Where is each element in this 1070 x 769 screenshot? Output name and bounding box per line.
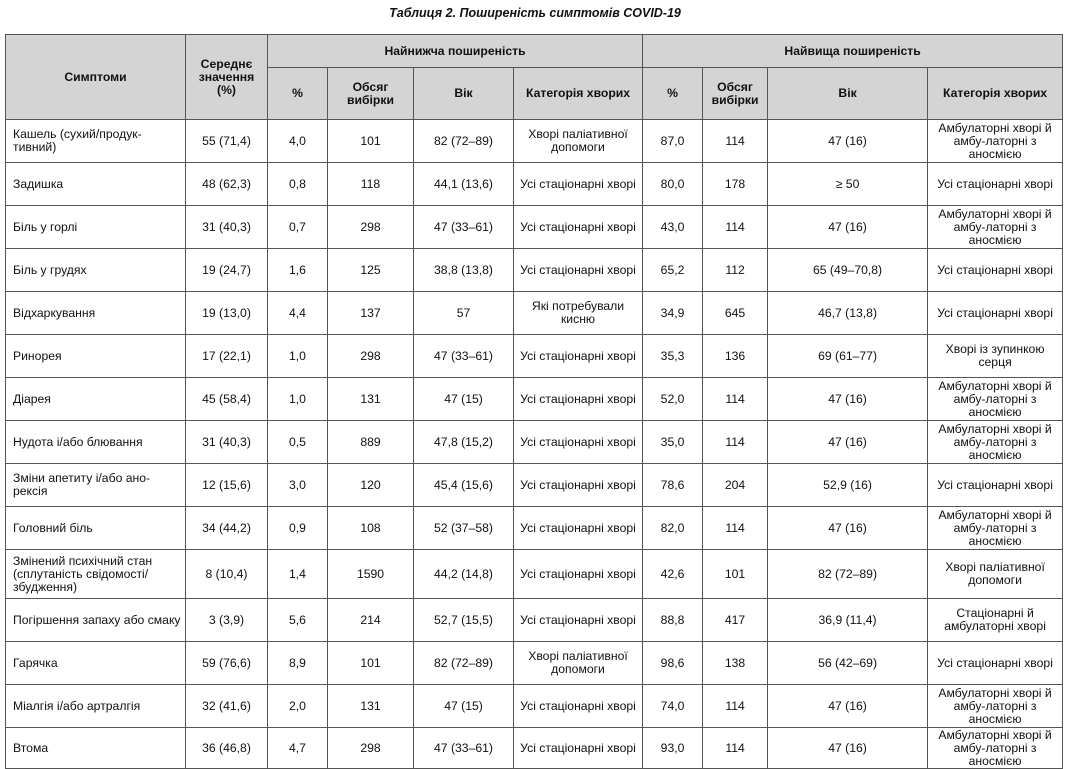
high-sample-cell: 204 (703, 464, 768, 507)
high-category-cell: Амбулаторні хворі й амбу-латорні з аносмією (928, 728, 1063, 769)
low-sample-cell: 889 (328, 421, 414, 464)
high-age-cell: 65 (49–70,8) (768, 249, 928, 292)
table-row (6, 507, 1063, 550)
high-percent-cell: 35,0 (643, 421, 703, 464)
low-category-cell: Усі стаціонарні хворі (514, 249, 643, 292)
high-percent-cell: 52,0 (643, 378, 703, 421)
low-category-cell: Усі стаціонарні хворі (514, 599, 643, 642)
high-age-cell: 47 (16) (768, 728, 928, 769)
mean-cell: 48 (62,3) (186, 163, 268, 206)
mean-cell: 31 (40,3) (186, 421, 268, 464)
header-high-category: Категорія хворих (928, 68, 1063, 120)
high-category-cell: Амбулаторні хворі й амбу-латорні з аносмією (928, 507, 1063, 550)
high-age-cell: 36,9 (11,4) (768, 599, 928, 642)
symptom-cell: Головний біль (6, 507, 186, 550)
symptom-cell: Біль у горлі (6, 206, 186, 249)
symptom-cell: Втома (6, 728, 186, 769)
low-percent-cell: 0,8 (268, 163, 328, 206)
high-age-cell: 56 (42–69) (768, 642, 928, 685)
high-percent-cell: 65,2 (643, 249, 703, 292)
high-category-cell: Амбулаторні хворі й амбу-латорні з аносмією (928, 685, 1063, 728)
symptom-cell: Гарячка (6, 642, 186, 685)
low-category-cell: Усі стаціонарні хворі (514, 550, 643, 599)
high-age-cell: 47 (16) (768, 685, 928, 728)
low-age-cell: 82 (72–89) (414, 642, 514, 685)
low-percent-cell: 2,0 (268, 685, 328, 728)
header-mean: Середнє значення (%) (186, 35, 268, 120)
low-percent-cell: 5,6 (268, 599, 328, 642)
mean-cell: 59 (76,6) (186, 642, 268, 685)
symptom-cell: Змінений психічний стан (сплутаність свідомості/збудження) (6, 550, 186, 599)
high-sample-cell: 114 (703, 728, 768, 769)
low-age-cell: 44,2 (14,8) (414, 550, 514, 599)
table-row (6, 163, 1063, 206)
low-sample-cell: 101 (328, 642, 414, 685)
high-category-cell: Стаціонарні й амбулаторні хворі (928, 599, 1063, 642)
header-high-age: Вік (768, 68, 928, 120)
symptom-cell: Міалгія і/або артралгія (6, 685, 186, 728)
table-row (6, 642, 1063, 685)
mean-cell: 31 (40,3) (186, 206, 268, 249)
low-percent-cell: 4,4 (268, 292, 328, 335)
symptom-cell: Біль у грудях (6, 249, 186, 292)
symptom-cell: Ринорея (6, 335, 186, 378)
low-sample-cell: 214 (328, 599, 414, 642)
symptom-cell: Нудота і/або блювання (6, 421, 186, 464)
symptom-cell: Задишка (6, 163, 186, 206)
high-percent-cell: 78,6 (643, 464, 703, 507)
table-body (6, 120, 1063, 769)
high-category-cell: Усі стаціонарні хворі (928, 642, 1063, 685)
symptom-cell: Відхаркування (6, 292, 186, 335)
high-category-cell: Усі стаціонарні хворі (928, 292, 1063, 335)
high-percent-cell: 93,0 (643, 728, 703, 769)
table-row (6, 120, 1063, 163)
low-sample-cell: 131 (328, 378, 414, 421)
high-percent-cell: 43,0 (643, 206, 703, 249)
low-percent-cell: 0,5 (268, 421, 328, 464)
high-age-cell: 47 (16) (768, 507, 928, 550)
low-age-cell: 44,1 (13,6) (414, 163, 514, 206)
high-sample-cell: 114 (703, 206, 768, 249)
low-percent-cell: 0,9 (268, 507, 328, 550)
high-sample-cell: 138 (703, 642, 768, 685)
mean-cell: 19 (13,0) (186, 292, 268, 335)
low-age-cell: 82 (72–89) (414, 120, 514, 163)
low-sample-cell: 298 (328, 335, 414, 378)
symptoms-table (5, 34, 1063, 769)
low-age-cell: 47 (15) (414, 685, 514, 728)
low-age-cell: 47 (33–61) (414, 728, 514, 769)
high-percent-cell: 34,9 (643, 292, 703, 335)
low-percent-cell: 4,7 (268, 728, 328, 769)
low-category-cell: Усі стаціонарні хворі (514, 507, 643, 550)
low-sample-cell: 1590 (328, 550, 414, 599)
mean-cell: 32 (41,6) (186, 685, 268, 728)
high-category-cell: Хворі із зупинкою серця (928, 335, 1063, 378)
high-percent-cell: 35,3 (643, 335, 703, 378)
low-age-cell: 52,7 (15,5) (414, 599, 514, 642)
high-category-cell: Усі стаціонарні хворі (928, 163, 1063, 206)
high-age-cell: 47 (16) (768, 378, 928, 421)
mean-cell: 45 (58,4) (186, 378, 268, 421)
low-sample-cell: 118 (328, 163, 414, 206)
high-percent-cell: 80,0 (643, 163, 703, 206)
symptom-cell: Кашель (сухий/продук-тивний) (6, 120, 186, 163)
low-category-cell: Усі стаціонарні хворі (514, 464, 643, 507)
mean-cell: 8 (10,4) (186, 550, 268, 599)
symptom-cell: Зміни апетиту і/або ано-рексія (6, 464, 186, 507)
high-sample-cell: 114 (703, 120, 768, 163)
high-percent-cell: 88,8 (643, 599, 703, 642)
header-lowest-prevalence: Найнижча поширеність (268, 35, 643, 68)
high-age-cell: 52,9 (16) (768, 464, 928, 507)
low-category-cell: Усі стаціонарні хворі (514, 335, 643, 378)
low-age-cell: 52 (37–58) (414, 507, 514, 550)
low-percent-cell: 1,4 (268, 550, 328, 599)
low-category-cell: Хворі паліативної допомоги (514, 120, 643, 163)
high-category-cell: Амбулаторні хворі й амбу-латорні з аносмією (928, 378, 1063, 421)
high-sample-cell: 114 (703, 507, 768, 550)
header-low-sample: Обсяг вибірки (328, 68, 414, 120)
mean-cell: 19 (24,7) (186, 249, 268, 292)
low-age-cell: 47 (15) (414, 378, 514, 421)
high-sample-cell: 101 (703, 550, 768, 599)
low-category-cell: Усі стаціонарні хворі (514, 421, 643, 464)
high-category-cell: Амбулаторні хворі й амбу-латорні з аносмією (928, 421, 1063, 464)
high-age-cell: 47 (16) (768, 421, 928, 464)
table-row (6, 335, 1063, 378)
mean-cell: 34 (44,2) (186, 507, 268, 550)
header-low-age: Вік (414, 68, 514, 120)
low-percent-cell: 1,6 (268, 249, 328, 292)
high-age-cell: ≥ 50 (768, 163, 928, 206)
table-caption: Таблиця 2. Поширеність симптомів COVID-19 (389, 6, 681, 20)
table-row (6, 464, 1063, 507)
high-sample-cell: 114 (703, 378, 768, 421)
low-age-cell: 47 (33–61) (414, 335, 514, 378)
table-row (6, 292, 1063, 335)
high-percent-cell: 74,0 (643, 685, 703, 728)
high-sample-cell: 114 (703, 421, 768, 464)
high-sample-cell: 178 (703, 163, 768, 206)
mean-cell: 36 (46,8) (186, 728, 268, 769)
table-row (6, 599, 1063, 642)
low-category-cell: Усі стаціонарні хворі (514, 685, 643, 728)
low-category-cell: Усі стаціонарні хворі (514, 206, 643, 249)
high-age-cell: 82 (72–89) (768, 550, 928, 599)
mean-cell: 55 (71,4) (186, 120, 268, 163)
low-percent-cell: 4,0 (268, 120, 328, 163)
symptom-cell: Діарея (6, 378, 186, 421)
high-percent-cell: 42,6 (643, 550, 703, 599)
header-low-percent: % (268, 68, 328, 120)
high-category-cell: Хворі паліативної допомоги (928, 550, 1063, 599)
high-age-cell: 46,7 (13,8) (768, 292, 928, 335)
low-percent-cell: 1,0 (268, 335, 328, 378)
low-sample-cell: 125 (328, 249, 414, 292)
mean-cell: 3 (3,9) (186, 599, 268, 642)
low-category-cell: Усі стаціонарні хворі (514, 728, 643, 769)
table-row (6, 728, 1063, 769)
high-sample-cell: 112 (703, 249, 768, 292)
low-sample-cell: 298 (328, 728, 414, 769)
low-percent-cell: 3,0 (268, 464, 328, 507)
high-sample-cell: 417 (703, 599, 768, 642)
header-highest-prevalence: Найвища поширеність (643, 35, 1063, 68)
header-high-percent: % (643, 68, 703, 120)
high-age-cell: 69 (61–77) (768, 335, 928, 378)
table-row (6, 421, 1063, 464)
mean-cell: 17 (22,1) (186, 335, 268, 378)
low-percent-cell: 1,0 (268, 378, 328, 421)
table-row (6, 550, 1063, 599)
low-percent-cell: 0,7 (268, 206, 328, 249)
low-sample-cell: 131 (328, 685, 414, 728)
high-percent-cell: 98,6 (643, 642, 703, 685)
low-sample-cell: 298 (328, 206, 414, 249)
low-category-cell: Усі стаціонарні хворі (514, 163, 643, 206)
low-sample-cell: 108 (328, 507, 414, 550)
header-symptoms: Симптоми (6, 35, 186, 120)
mean-cell: 12 (15,6) (186, 464, 268, 507)
low-category-cell: Хворі паліативної допомоги (514, 642, 643, 685)
header-low-category: Категорія хворих (514, 68, 643, 120)
table-header (6, 35, 1063, 120)
table-row (6, 685, 1063, 728)
high-sample-cell: 645 (703, 292, 768, 335)
low-age-cell: 47,8 (15,2) (414, 421, 514, 464)
low-age-cell: 38,8 (13,8) (414, 249, 514, 292)
table-row (6, 206, 1063, 249)
low-category-cell: Усі стаціонарні хворі (514, 378, 643, 421)
high-category-cell: Усі стаціонарні хворі (928, 464, 1063, 507)
high-sample-cell: 114 (703, 685, 768, 728)
low-age-cell: 47 (33–61) (414, 206, 514, 249)
low-sample-cell: 137 (328, 292, 414, 335)
low-sample-cell: 120 (328, 464, 414, 507)
table-row (6, 378, 1063, 421)
high-category-cell: Усі стаціонарні хворі (928, 249, 1063, 292)
table-row (6, 249, 1063, 292)
high-percent-cell: 82,0 (643, 507, 703, 550)
high-age-cell: 47 (16) (768, 206, 928, 249)
high-percent-cell: 87,0 (643, 120, 703, 163)
high-category-cell: Амбулаторні хворі й амбу-латорні з аносмією (928, 206, 1063, 249)
high-age-cell: 47 (16) (768, 120, 928, 163)
high-sample-cell: 136 (703, 335, 768, 378)
low-age-cell: 57 (414, 292, 514, 335)
low-category-cell: Які потребували кисню (514, 292, 643, 335)
low-percent-cell: 8,9 (268, 642, 328, 685)
low-age-cell: 45,4 (15,6) (414, 464, 514, 507)
low-sample-cell: 101 (328, 120, 414, 163)
high-category-cell: Амбулаторні хворі й амбу-латорні з аносмією (928, 120, 1063, 163)
header-high-sample: Обсяг вибірки (703, 68, 768, 120)
symptom-cell: Погіршення запаху або смаку (6, 599, 186, 642)
